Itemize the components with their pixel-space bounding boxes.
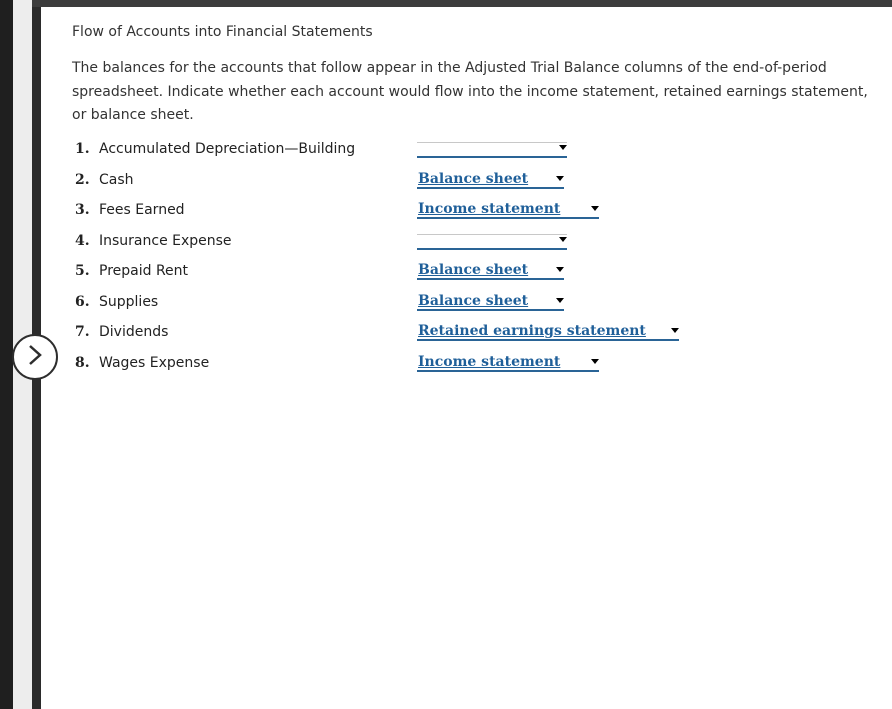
account-label [75,201,185,219]
account-label [75,354,209,372]
dropdown-value: Balance sheet [418,262,529,278]
item-number: 1. [75,141,90,157]
dropdown-border [417,142,567,143]
statement-dropdown[interactable] [417,293,564,311]
account-row [75,169,855,200]
question-title: Flow of Accounts into Financial Statements [72,24,373,40]
account-label [75,262,188,280]
top-bar [32,0,892,7]
statement-dropdown[interactable] [417,232,567,250]
triangle-down-icon [556,176,564,181]
account-label [75,140,355,158]
account-label [75,171,134,189]
account-row [75,138,855,169]
account-name: Dividends [99,324,169,340]
item-number: 7. [75,324,90,340]
dropdown-value: Balance sheet [418,170,529,187]
account-name: Wages Expense [99,354,210,371]
account-name: Cash [99,171,134,188]
account-name: Insurance Expense [99,232,232,249]
statement-dropdown[interactable] [417,354,599,372]
statement-dropdown[interactable] [417,171,564,189]
triangle-down-icon [671,328,679,333]
triangle-down-icon [591,206,599,211]
statement-dropdown[interactable] [417,140,567,158]
account-row [75,260,855,291]
item-number: 4. [75,232,90,249]
dropdown-value: Income statement [418,353,561,370]
sidebar-dark-strip [0,0,13,709]
account-name: Prepaid Rent [99,263,189,279]
chevron-right-icon [25,343,45,371]
statement-dropdown[interactable] [417,323,679,341]
dropdown-value: Balance sheet [418,292,529,309]
account-name: Fees Earned [99,202,185,218]
dropdown-value: Income statement [418,201,561,217]
dropdown-value: Retained earnings statement [418,323,646,339]
account-row [75,321,855,352]
item-number: 3. [75,202,90,218]
account-row [75,230,855,261]
account-label [75,323,168,341]
triangle-down-icon [591,359,599,364]
question-instructions: The balances for the accounts that follow appear in the Adjusted Trial Balance columns of the end-of-period spreadsheet. Indicate whether each account would flow into the income statement, retained earnings statement, or balance sheet. [72,60,868,123]
account-row [75,199,855,230]
account-row [75,352,855,383]
triangle-down-icon [559,145,567,150]
statement-dropdown[interactable] [417,262,564,280]
account-row [75,291,855,322]
dropdown-border [417,234,567,235]
account-name: Accumulated Depreciation—Building [99,141,356,157]
triangle-down-icon [559,237,567,242]
item-number: 6. [75,293,90,310]
statement-dropdown[interactable] [417,201,599,219]
expand-panel-button[interactable] [12,334,58,380]
item-number: 8. [75,354,90,371]
triangle-down-icon [556,298,564,303]
account-label [75,232,232,250]
triangle-down-icon [556,267,564,272]
item-number: 5. [75,263,90,279]
account-list [75,138,855,382]
account-name: Supplies [99,293,159,310]
account-label [75,293,158,311]
question-content [72,22,872,128]
item-number: 2. [75,171,90,188]
